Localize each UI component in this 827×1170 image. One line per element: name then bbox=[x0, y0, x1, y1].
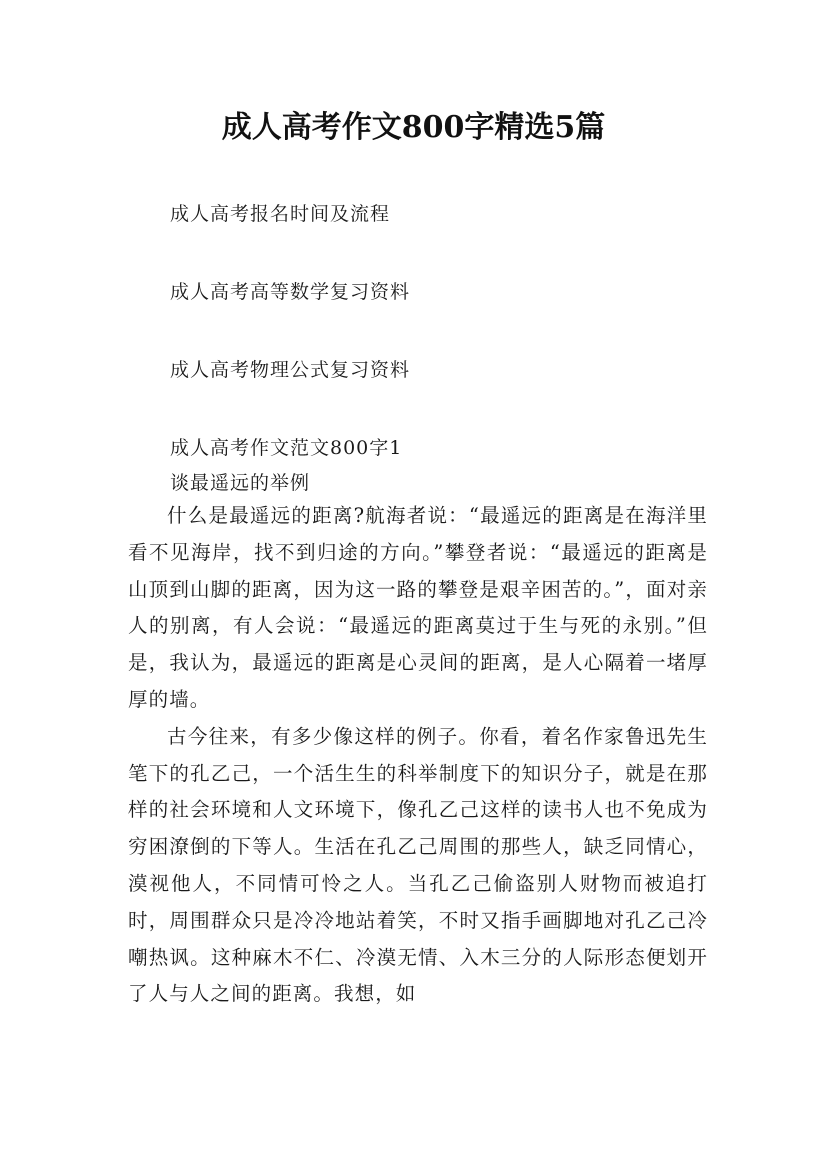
essay-title: 谈最遥远的举例 bbox=[170, 472, 311, 494]
section-heading: 成人高考作文范文800字1 bbox=[170, 437, 403, 459]
essay-paragraph: 古今往来，有多少像这样的例子。你看，着名作家鲁迅先生笔下的孔乙己，一个活生生的科举制度下的知识分子，就是在那样的社会环境和人文环境下，像孔乙己这样的读书人也不免成为穷困潦倒的下等人。生活在孔乙己周围的那些人，缺乏同情心，漠视他人，不同情可怜之人。当孔乙己偷盗别人财物而被追打时，周围群众只是冷冷地站着笑，不时又指手画脚地对孔乙己冷嘲热讽。这种麻木不仁、冷漠无情、入木三分的人际形态便划开了人与人之间的距离。我想，如 bbox=[128, 724, 708, 1006]
essay-body bbox=[128, 498, 708, 1013]
document-title: 成人高考作文800字精选5篇 bbox=[221, 110, 606, 145]
related-link-registration[interactable]: 成人高考报名时间及流程 bbox=[170, 203, 391, 225]
related-link-math[interactable]: 成人高考高等数学复习资料 bbox=[170, 281, 411, 303]
related-link-physics[interactable]: 成人高考物理公式复习资料 bbox=[170, 359, 411, 381]
essay-paragraph: 什么是最遥远的距离?航海者说：“最遥远的距离是在海洋里看不见海岸，找不到归途的方向。”攀登者说：“最遥远的距离是山顶到山脚的距离，因为这一路的攀登是艰辛困苦的。”，面对亲人的别离，有人会说：“最遥远的距离莫过于生与死的永别。”但是，我认为，最遥远的距离是心灵间的距离，是人心隔着一堵厚厚的墙。 bbox=[128, 504, 708, 711]
